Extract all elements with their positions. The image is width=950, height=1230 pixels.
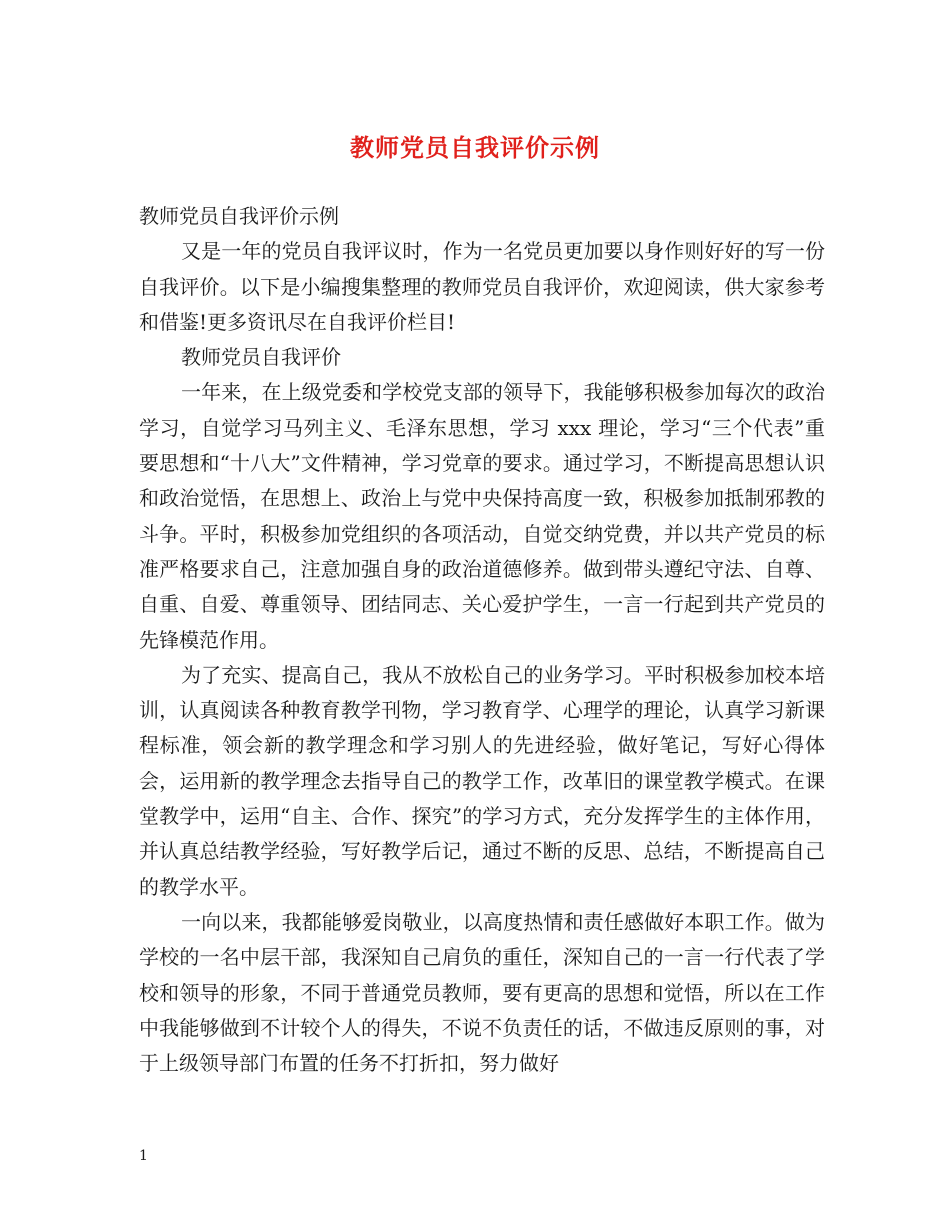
body-paragraph: 一向以来，我都能够爱岗敬业，以高度热情和责任感做好本职工作。做为学校的一名中层干部，我深知自己肩负的重任，深知自己的一言一行代表了学校和领导的形象，不同于普通党员教师，要有更高的思想和觉悟，所以在工作中我能够做到不计较个人的得失，不说不负责任的话，不做违反原则的事，对于上级领导部门布置的任务不打折扣，努力做好 [139,909,825,1076]
document-title: 教师党员自我评价示例 [350,134,600,162]
document-subtitle: 教师党员自我评价示例 [139,204,339,228]
intro-paragraph: 又是一年的党员自我评议时，作为一名党员更加要以身作则好好的写一份自我评价。以下是小编搜集整理的教师党员自我评价，欢迎阅读，供大家参考和借鉴!更多资讯尽在自我评价栏目! [139,239,825,334]
body-paragraph: 为了充实、提高自己，我从不放松自己的业务学习。平时积极参加校本培训，认真阅读各种教育教学刊物，学习教育学、心理学的理论，认真学习新课程标准，领会新的教学理念和学习别人的先进经验，做好笔记，写好心得体会，运用新的教学理念去指导自己的教学工作，改革旧的课堂教学模式。在课堂教学中，运用“自主、合作、探究”的学习方式，充分发挥学生的主体作用，并认真总结教学经验，写好教学后记，通过不断的反思、总结，不断提高自己的教学水平。 [139,662,825,899]
page-number: 1 [139,1148,148,1164]
section-heading: 教师党员自我评价 [181,345,341,370]
body-paragraph: 一年来，在上级党委和学校党支部的领导下，我能够积极参加每次的政治学习，自觉学习马列主义、毛泽东思想，学习 xxx 理论，学习“三个代表”重要思想和“十八大”文件精神，学习党章的要求。通过学习，不断提高思想认识和政治觉悟，在思想上、政治上与党中央保持高度一致，积极参加抵制邪教的斗争。平时，积极参加党组织的各项活动，自觉交纳党费，并以共产党员的标准严格要求自己，注意加强自身的政治道德修养。做到带头遵纪守法、自尊、自重、自爱、尊重领导、团结同志、关心爱护学生，一言一行起到共产党员的先锋模范作用。 [139,380,825,652]
document-body [139,199,825,1081]
